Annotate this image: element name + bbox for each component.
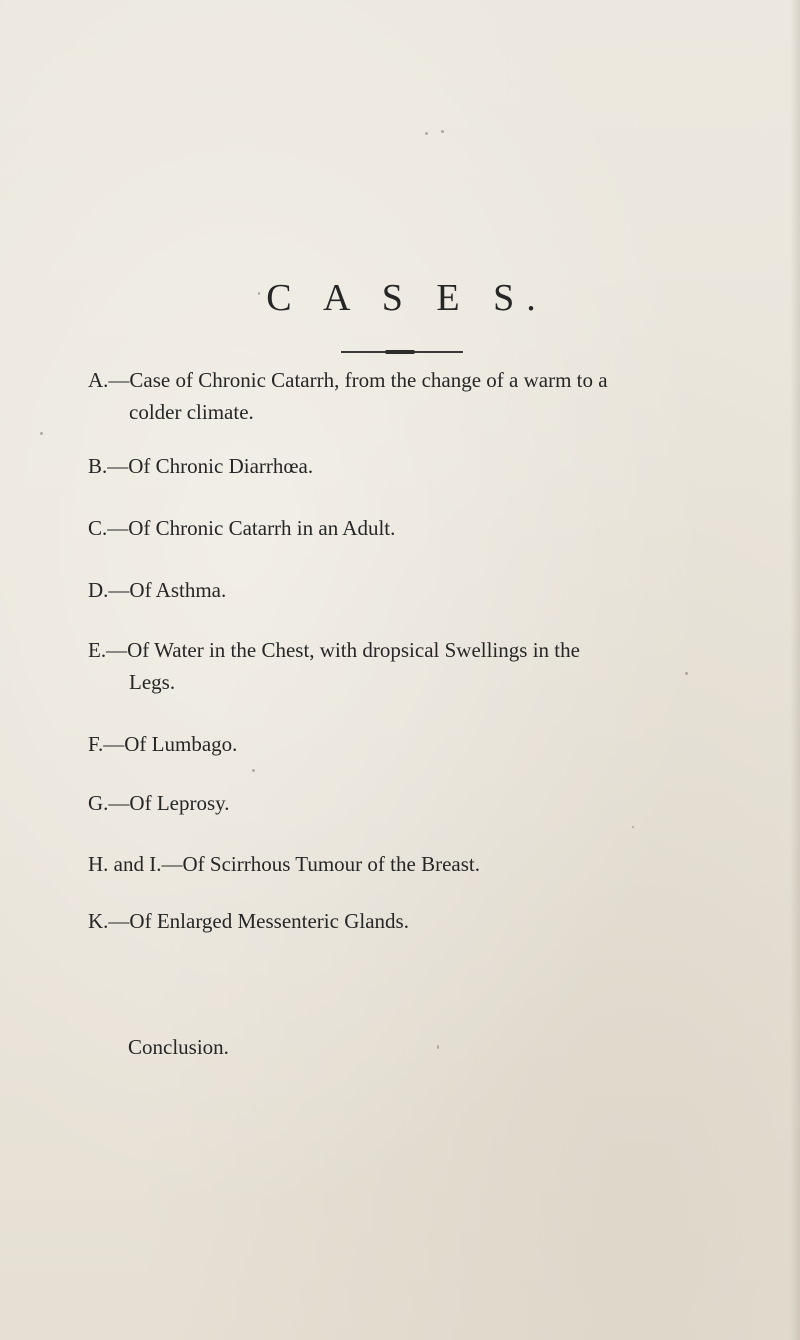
case-title: —Of Asthma.: [108, 578, 227, 602]
case-letter: G.: [88, 791, 109, 815]
case-title-continuation: colder climate.: [129, 400, 254, 424]
case-entry-h-i: [88, 848, 480, 880]
case-letter: C.: [88, 516, 108, 540]
paper-speck: [425, 132, 428, 135]
case-entry-g: [88, 787, 230, 819]
case-entry-k: [88, 905, 409, 937]
case-letter: A.: [88, 368, 109, 392]
paper-speck: [685, 672, 688, 675]
case-title: —Of Leprosy.: [108, 791, 230, 815]
case-title: —Of Chronic Catarrh in an Adult.: [107, 516, 396, 540]
case-entry-b: [88, 450, 313, 482]
case-title: —Of Scirrhous Tumour of the Breast.: [161, 852, 480, 876]
case-entry-f: [88, 728, 237, 760]
case-entry-a: [88, 364, 608, 428]
conclusion-line: Conclusion.: [128, 1035, 229, 1059]
paper-speck: [252, 769, 255, 772]
case-letter: B.: [88, 454, 108, 478]
case-title: —Of Water in the Chest, with dropsical Swellings in the: [106, 638, 580, 662]
case-title: —Of Chronic Diarrhœa.: [107, 454, 314, 478]
paper-speck: [258, 292, 260, 295]
case-entry-c: [88, 512, 395, 544]
case-letter: D.: [88, 578, 109, 602]
case-letter: F.: [88, 732, 104, 756]
paper-speck: [437, 1045, 439, 1049]
case-entry-d: [88, 574, 226, 606]
case-title: —Of Lumbago.: [103, 732, 238, 756]
case-letter: K.: [88, 909, 109, 933]
page-edge-shadow: [790, 0, 800, 1340]
title-rule-ornament: [341, 351, 463, 353]
case-letter: H. and I.: [88, 852, 162, 876]
case-title-continuation: Legs.: [129, 670, 176, 694]
paper-speck: [632, 826, 634, 828]
page-title: C A S E S.: [266, 277, 548, 319]
paper-speck: [441, 130, 444, 133]
case-letter: E.: [88, 638, 107, 662]
case-entry-e: [88, 634, 580, 698]
paper-speck: [40, 432, 43, 435]
case-title: —Case of Chronic Catarrh, from the change of a warm to a: [108, 368, 608, 392]
case-title: —Of Enlarged Messenteric Glands.: [108, 909, 409, 933]
